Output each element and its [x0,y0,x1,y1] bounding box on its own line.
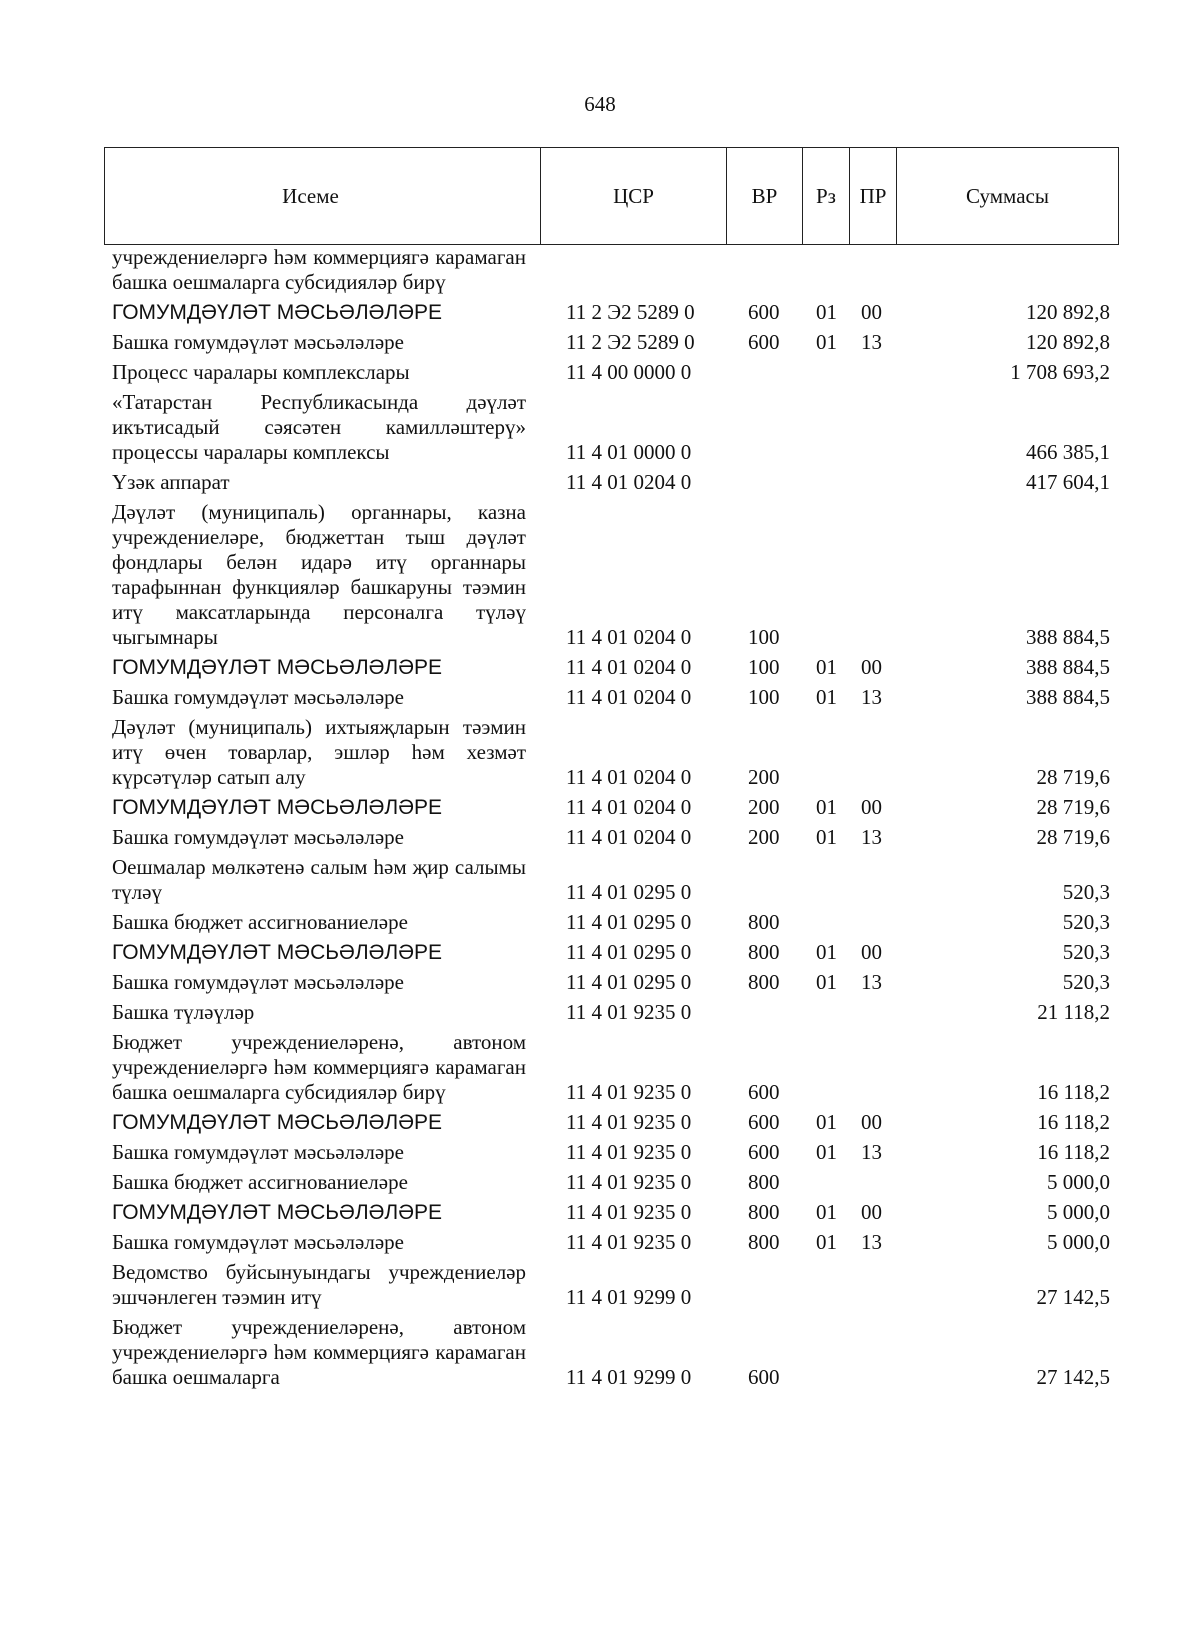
cell-pr: 00 [861,655,882,679]
cell-vr: 100 [748,625,780,649]
cell-vr: 600 [748,1140,780,1164]
cell-pr [849,1028,896,1108]
cell-name: Башка бюджет ассигнованиеләре [112,1170,408,1194]
cell-pr: 13 [861,825,882,849]
cell-csr: 11 4 01 0295 0 [566,880,692,904]
cell-name: Ведомство буйсынуындагы учреждениеләр эшчәнлеген тәэмин итү [112,1260,526,1309]
cell-rz: 01 [816,655,837,679]
cell-rz: 01 [816,1230,837,1254]
cell-csr: 11 4 01 9235 0 [566,1230,692,1254]
cell-vr [726,1258,802,1313]
table-row [104,1138,1118,1168]
cell-sum: 16 118,2 [1037,1110,1110,1134]
table-row [104,388,1118,468]
cell-rz: 01 [816,940,837,964]
cell-vr [726,245,802,298]
header-rz: Рз [803,148,850,245]
table-row [104,1313,1118,1393]
cell-pr [849,498,896,653]
table-row [104,683,1118,713]
cell-name: Башка гомумдәүләт мәсьәләләре [112,330,404,354]
cell-csr: 11 4 01 9235 0 [566,1170,692,1194]
cell-vr: 800 [748,1230,780,1254]
cell-rz [802,358,849,388]
cell-vr [726,853,802,908]
table-row [104,793,1118,823]
cell-pr: 00 [861,1110,882,1134]
cell-name: ГОМУМДӘҮЛӘТ МӘСЬӘЛӘЛӘРЕ [112,656,443,679]
table-row [104,823,1118,853]
cell-csr: 11 4 01 0204 0 [566,655,692,679]
cell-csr: 11 4 01 0204 0 [566,765,692,789]
table-row [104,1028,1118,1108]
table-row [104,358,1118,388]
cell-pr: 13 [861,1230,882,1254]
cell-pr [849,998,896,1028]
table-body [104,245,1118,1393]
cell-vr: 800 [748,1170,780,1194]
cell-name: Башка түләүләр [112,1000,255,1024]
cell-rz: 01 [816,1110,837,1134]
cell-csr: 11 4 01 9235 0 [566,1000,692,1024]
header-name: Исеме [105,148,541,245]
cell-name: Бюджет учреждениеләренә, автоном учреждениеләргә һәм коммерциягә карамаган башка оешмаларга субсидияләр бирү [112,1030,526,1104]
header-sum: Суммасы [897,148,1119,245]
cell-vr: 100 [748,655,780,679]
table-row [104,468,1118,498]
cell-rz [802,1313,849,1393]
cell-csr: 11 4 01 0295 0 [566,940,692,964]
cell-sum: 388 884,5 [1026,625,1110,649]
cell-rz: 01 [816,330,837,354]
cell-sum: 120 892,8 [1026,300,1110,324]
cell-sum: 520,3 [1062,940,1110,964]
cell-sum: 27 142,5 [1036,1285,1110,1309]
cell-pr [849,713,896,793]
cell-sum: 28 719,6 [1036,825,1110,849]
cell-pr: 00 [861,300,882,324]
table-row [104,653,1118,683]
cell-sum: 1 708 693,2 [1010,360,1110,384]
cell-rz [802,1168,849,1198]
cell-sum: 520,3 [1062,970,1110,994]
cell-csr: 11 4 01 9235 0 [566,1140,692,1164]
cell-sum: 5 000,0 [1047,1170,1110,1194]
header-pr: ПР [850,148,897,245]
cell-pr [849,1168,896,1198]
cell-name: Оешмалар мөлкәтенә салым һәм җир салымы түләү [112,855,526,904]
cell-rz [802,713,849,793]
cell-name: ГОМУМДӘҮЛӘТ МӘСЬӘЛӘЛӘРЕ [112,1111,443,1134]
cell-rz [802,498,849,653]
cell-pr: 00 [861,795,882,819]
cell-rz [802,998,849,1028]
table-row [104,968,1118,998]
cell-sum: 520,3 [1062,880,1110,904]
cell-vr: 600 [748,1080,780,1104]
cell-name: ГОМУМДӘҮЛӘТ МӘСЬӘЛӘЛӘРЕ [112,301,443,324]
cell-rz [802,908,849,938]
page-number: 648 [584,92,616,116]
cell-pr [849,245,896,298]
cell-vr [726,358,802,388]
cell-name: Дәүләт (муниципаль) органнары, казна учреждениеләре, бюджеттан тыш дәүләт фондлары белән идарә итү органнары тарафыннан функцияләр башкаруны тәэмин итү максатларында персоналга түләү чыгымнары [112,500,526,649]
cell-vr: 800 [748,910,780,934]
cell-pr [849,1313,896,1393]
table-row [104,998,1118,1028]
cell-pr [849,388,896,468]
cell-sum: 120 892,8 [1026,330,1110,354]
cell-csr: 11 4 01 0204 0 [566,685,692,709]
cell-pr [849,468,896,498]
table-row [104,245,1118,298]
cell-rz: 01 [816,300,837,324]
cell-vr: 600 [748,330,780,354]
cell-sum: 388 884,5 [1026,685,1110,709]
cell-pr: 13 [861,330,882,354]
cell-name: ГОМУМДӘҮЛӘТ МӘСЬӘЛӘЛӘРЕ [112,1201,443,1224]
table-row [104,1108,1118,1138]
header-vr: ВР [727,148,803,245]
cell-name: Башка гомумдәүләт мәсьәләләре [112,685,404,709]
cell-sum: 5 000,0 [1047,1230,1110,1254]
cell-sum: 27 142,5 [1036,1365,1110,1389]
header-csr: ЦСР [541,148,727,245]
cell-pr [849,853,896,908]
cell-pr: 13 [861,1140,882,1164]
cell-vr: 800 [748,970,780,994]
cell-vr: 600 [748,300,780,324]
cell-csr: 11 4 01 0204 0 [566,825,692,849]
cell-vr: 600 [748,1365,780,1389]
cell-name: «Татарстан Республикасында дәүләт икътисадый сәясәтен камилләштерү» процессы чаралары комплексы [112,390,526,464]
cell-sum: 5 000,0 [1047,1200,1110,1224]
table-row [104,938,1118,968]
cell-sum: 520,3 [1062,910,1110,934]
cell-name: ГОМУМДӘҮЛӘТ МӘСЬӘЛӘЛӘРЕ [112,796,443,819]
cell-rz [802,468,849,498]
cell-vr: 800 [748,1200,780,1224]
table-row [104,853,1118,908]
cell-csr: 11 4 01 0295 0 [566,910,692,934]
cell-name: Дәүләт (муниципаль) ихтыяҗларын тәэмин итү өчен товарлар, эшләр һәм хезмәт күрсәтүләр сатып алу [112,715,526,789]
cell-vr [726,468,802,498]
table-header [104,147,1119,245]
cell-vr: 600 [748,1110,780,1134]
cell-sum [896,245,1118,298]
cell-csr: 11 4 01 0000 0 [566,440,692,464]
cell-vr: 200 [748,765,780,789]
table-row [104,328,1118,358]
cell-csr: 11 4 01 0204 0 [566,625,692,649]
cell-csr: 11 4 01 9299 0 [566,1285,692,1309]
cell-csr: 11 4 01 9235 0 [566,1200,692,1224]
cell-csr: 11 2 Э2 5289 0 [566,300,695,324]
cell-vr [726,388,802,468]
cell-csr: 11 4 01 0295 0 [566,970,692,994]
cell-pr [849,908,896,938]
cell-csr: 11 2 Э2 5289 0 [566,330,695,354]
cell-name: Башка гомумдәүләт мәсьәләләре [112,825,404,849]
cell-sum: 28 719,6 [1036,765,1110,789]
cell-vr: 100 [748,685,780,709]
table-row [104,908,1118,938]
cell-vr: 800 [748,940,780,964]
cell-csr: 11 4 00 0000 0 [566,360,692,384]
cell-vr: 200 [748,795,780,819]
cell-sum: 21 118,2 [1037,1000,1110,1024]
cell-name: Бюджет учреждениеләренә, автоном учреждениеләргә һәм коммерциягә карамаган башка оешмаларга [112,1315,526,1389]
cell-csr: 11 4 01 0204 0 [566,795,692,819]
table-row [104,1228,1118,1258]
cell-csr: 11 4 01 9235 0 [566,1110,692,1134]
cell-rz [802,388,849,468]
cell-vr [726,998,802,1028]
cell-pr [849,358,896,388]
cell-sum: 28 719,6 [1036,795,1110,819]
cell-csr: 11 4 01 9235 0 [566,1080,692,1104]
table-row [104,298,1118,328]
cell-csr [540,245,726,298]
table-row [104,713,1118,793]
cell-rz [802,853,849,908]
cell-sum: 417 604,1 [1026,470,1110,494]
cell-name: ГОМУМДӘҮЛӘТ МӘСЬӘЛӘЛӘРЕ [112,941,443,964]
cell-pr [849,1258,896,1313]
cell-name: Башка гомумдәүләт мәсьәләләре [112,1140,404,1164]
cell-rz: 01 [816,685,837,709]
cell-vr: 200 [748,825,780,849]
cell-name: Башка бюджет ассигнованиеләре [112,910,408,934]
cell-sum: 388 884,5 [1026,655,1110,679]
cell-rz: 01 [816,1200,837,1224]
table-row [104,1198,1118,1228]
cell-pr: 13 [861,970,882,994]
budget-table [104,245,1118,1393]
cell-rz: 01 [816,825,837,849]
cell-name: учреждениеләргә һәм коммерциягә карамаган башка оешмаларга субсидияләр бирү [112,245,526,294]
cell-pr: 00 [861,1200,882,1224]
cell-name: Башка гомумдәүләт мәсьәләләре [112,970,404,994]
cell-name: Башка гомумдәүләт мәсьәләләре [112,1230,404,1254]
cell-name: Үзәк аппарат [112,470,230,494]
cell-rz: 01 [816,970,837,994]
cell-sum: 16 118,2 [1037,1080,1110,1104]
cell-rz: 01 [816,795,837,819]
cell-pr: 00 [861,940,882,964]
cell-rz [802,245,849,298]
cell-csr: 11 4 01 9299 0 [566,1365,692,1389]
cell-sum: 466 385,1 [1026,440,1110,464]
cell-rz [802,1028,849,1108]
cell-name: Процесс чаралары комплекслары [112,360,410,384]
cell-rz: 01 [816,1140,837,1164]
cell-sum: 16 118,2 [1037,1140,1110,1164]
cell-rz [802,1258,849,1313]
cell-pr: 13 [861,685,882,709]
table-row [104,498,1118,653]
table-row [104,1168,1118,1198]
table-row [104,1258,1118,1313]
cell-csr: 11 4 01 0204 0 [566,470,692,494]
